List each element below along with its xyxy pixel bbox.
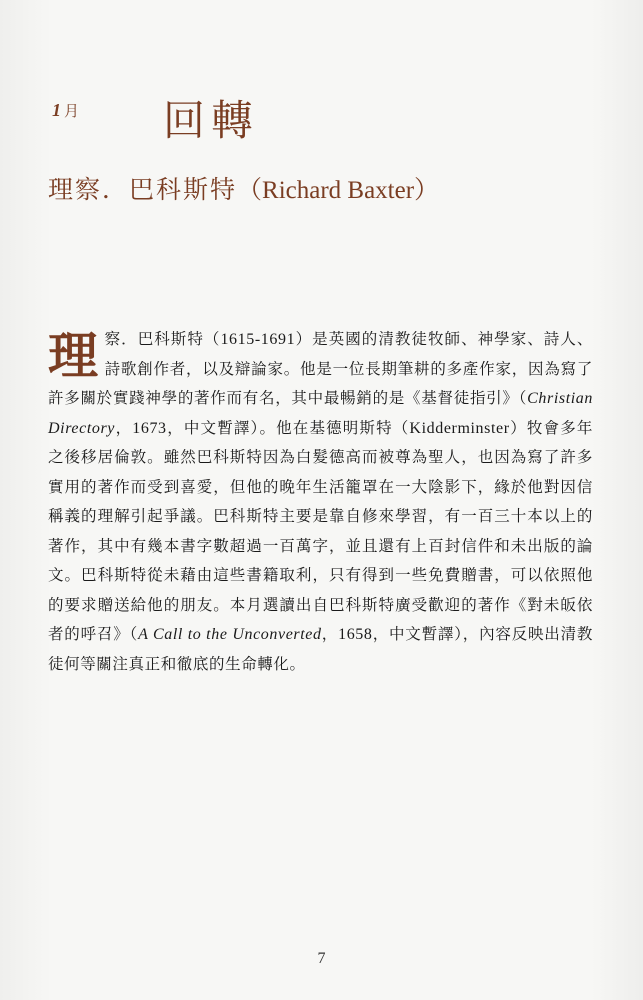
book-year: 1658	[338, 626, 373, 643]
month-label	[52, 100, 79, 121]
book-year: 1673	[132, 419, 167, 437]
drop-cap: 理	[48, 326, 99, 385]
text-run: ，中文暫譯）。他在基德明斯特（	[166, 418, 410, 437]
book-title-english: Christian Directory	[48, 390, 593, 437]
chapter-title: 回轉	[163, 96, 260, 145]
month-unit: 月	[64, 104, 80, 120]
place-name-english: Kidderminster	[409, 419, 510, 437]
book-title-english: A Call to the Unconverted	[138, 626, 322, 643]
biography-paragraph	[48, 325, 593, 679]
author-heading	[48, 170, 439, 206]
author-name-english: （Richard Baxter）	[237, 177, 440, 204]
life-years: 1615-1691	[220, 331, 296, 348]
text-run: 察．巴科斯特（	[104, 330, 221, 348]
text-run: ）是英國的清教徒牧師、神學家、詩人、詩歌創作者，以及辯論家。他是一位長期筆耕的多產作家，因為寫了許多關於實踐神學的著作而有名，其中最暢銷的是《基督徒指引》（	[48, 330, 593, 407]
text-run: ，	[115, 418, 133, 437]
author-name-chinese: 理察．巴科斯特	[48, 175, 238, 204]
text-run: ，	[321, 625, 339, 643]
month-number: 1	[52, 100, 61, 120]
text-run: ，中文暫譯），內容反映出清教徒何等關注真正和徹底的生命轉化。	[48, 625, 594, 673]
text-run: ）牧會多年之後移居倫敦。雖然巴科斯特因為白髮德高而被尊為聖人，也因為寫了許多實用的著作而受到喜愛，但他的晚年生活籠罩在一大陰影下，緣於他對因信稱義的理解引起爭議。巴科斯特主要是靠自修來學習，有一百三十本以上的著作，其中有幾本書字數超過一百萬字，並且還有上百封信件和未出版的論文。巴科斯特從未藉由這些書籍取利，只有得到一些免費贈書，可以依照他的要求贈送給他的朋友。本月選讀出自巴科斯特廣受歡迎的著作《對未皈依者的呼召》（	[48, 418, 593, 643]
page-number: 7	[317, 950, 326, 967]
